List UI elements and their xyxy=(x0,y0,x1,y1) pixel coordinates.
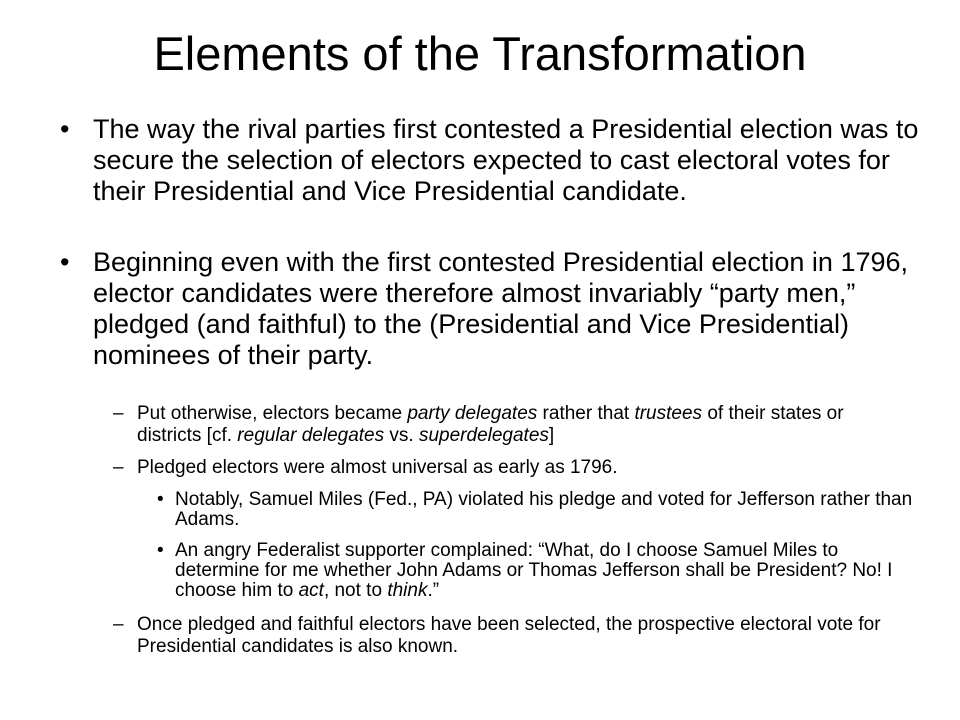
sub-sub-point xyxy=(157,541,917,601)
emphasis-trustees: trustees xyxy=(634,403,703,424)
bullet-marker: • xyxy=(60,247,70,277)
sub-sub-point-text: An angry Federalist supporter complained: “What, do I choose Samuel Miles to determine for me whether John Adams or Thomas Jefferson shall be President? No! I choose him to act, not to think.” xyxy=(175,540,893,601)
sub-point xyxy=(113,614,913,658)
bullet-marker: • xyxy=(157,540,164,561)
sub-sub-point-text: Notably, Samuel Miles (Fed., PA) violated his pledge and voted for Jefferson rather than Adams. xyxy=(175,489,913,530)
emphasis-party-delegates: party delegates xyxy=(407,403,538,424)
sub-point-text: Pledged electors were almost universal as early as 1796. xyxy=(137,457,618,478)
sub-point-text: Once pledged and faithful electors have been selected, the prospective electoral vote for Presidential candidates is also known. xyxy=(137,614,881,657)
sub-point xyxy=(113,457,913,479)
sub-point-text: Put otherwise, electors became party delegates rather that trustees of their states or districts [cf. regular delegates vs. superdelegates] xyxy=(137,403,844,446)
dash-marker: – xyxy=(113,457,124,478)
dash-marker: – xyxy=(113,614,124,635)
emphasis-think: think xyxy=(387,580,428,601)
sub-sub-point xyxy=(157,490,917,530)
slide-title: Elements of the Transformation xyxy=(153,27,807,80)
bullet-point xyxy=(60,247,920,371)
bullet-marker: • xyxy=(157,489,164,510)
bullet-text: The way the rival parties first contested a Presidential election was to secure the selection of electors expected to cast electoral votes for their Presidential and Vice Presidential candidate. xyxy=(93,114,919,206)
dash-marker: – xyxy=(113,403,124,424)
emphasis-regular-delegates: regular delegates xyxy=(237,425,385,446)
emphasis-act: act xyxy=(298,580,324,601)
sub-point xyxy=(113,403,913,447)
bullet-marker: • xyxy=(60,114,70,144)
emphasis-superdelegates: superdelegates xyxy=(418,425,549,446)
bullet-point xyxy=(60,114,920,207)
bullet-text: Beginning even with the first contested Presidential election in 1796, elector candidates were therefore almost invariably “party men,” pledged (and faithful) to the (Presidential and Vice Presidential) nominees of their party. xyxy=(93,247,909,370)
